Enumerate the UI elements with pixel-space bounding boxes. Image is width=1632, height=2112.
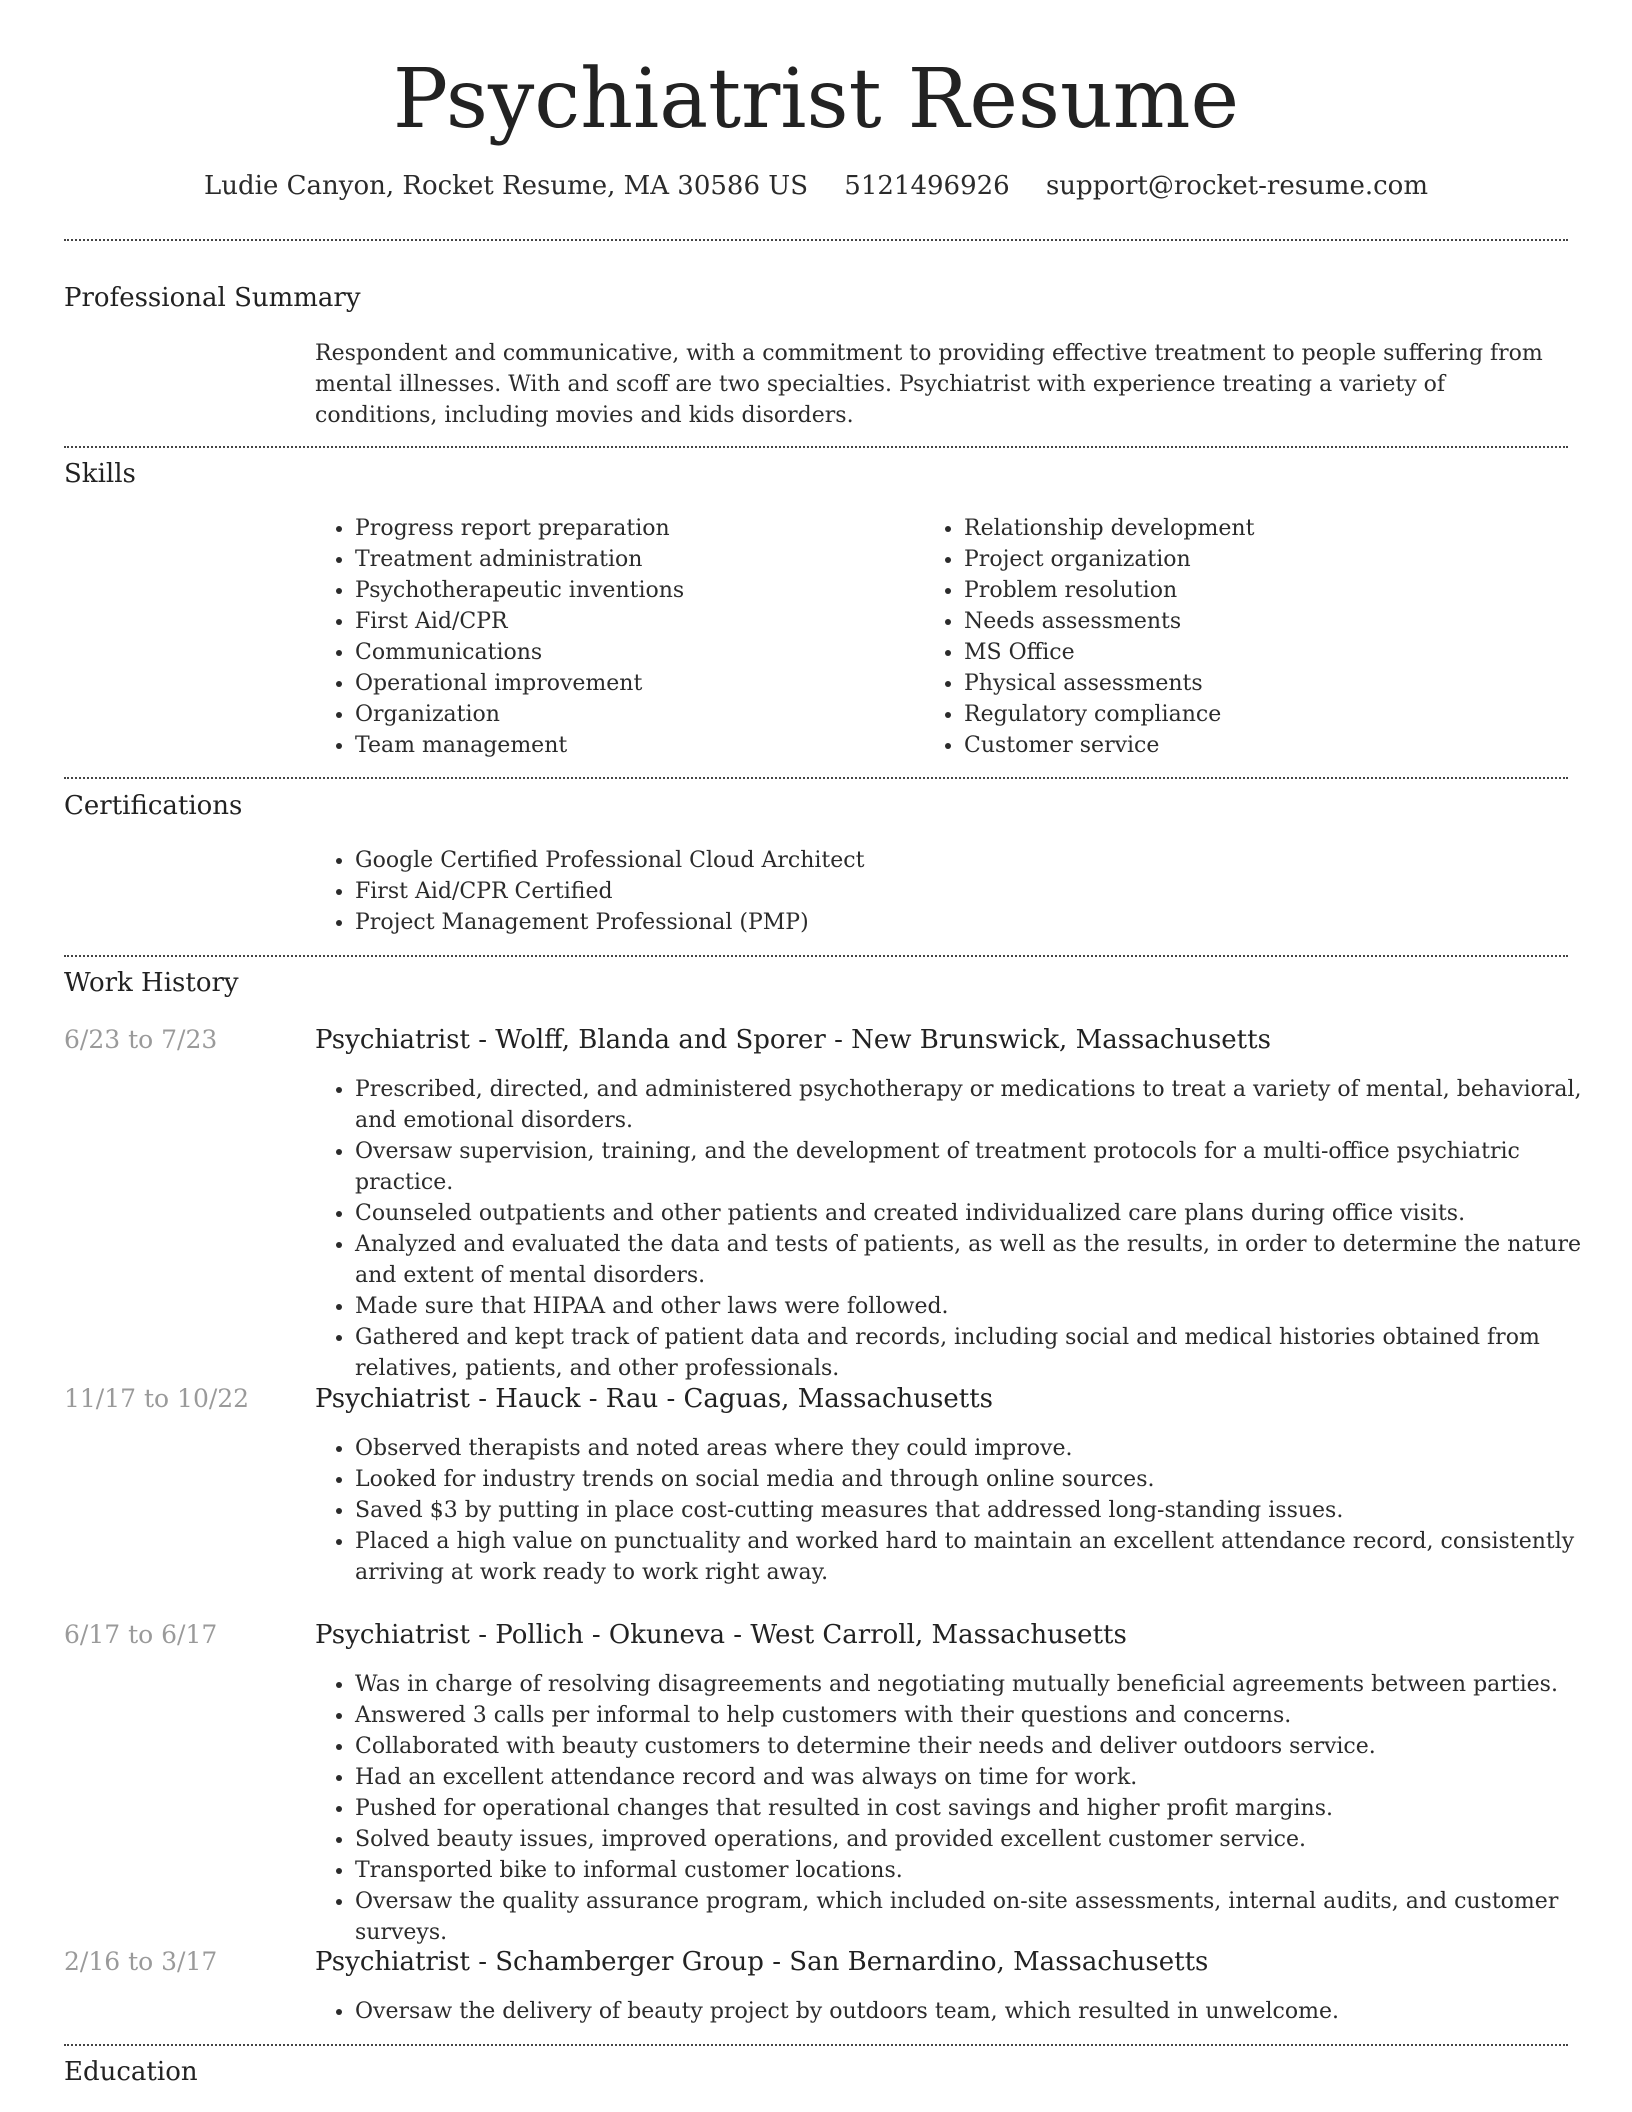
- list-item: • First Aid/CPR: [355, 606, 915, 637]
- list-item: • Relationship development: [964, 513, 1564, 544]
- job-title: Psychiatrist - Schamberger Group - San Bernardino, Massachusetts: [315, 1947, 1209, 1977]
- list-item: • Project organization: [964, 544, 1564, 575]
- job-bullets: [311, 1433, 1612, 1588]
- job-bullets: [311, 1996, 1612, 2027]
- list-item: • Observed therapists and noted areas where they could improve.: [355, 1433, 1612, 1464]
- list-item: • Treatment administration: [355, 544, 915, 575]
- divider: [64, 239, 1568, 241]
- section-title-skills: Skills: [64, 459, 136, 489]
- divider: [64, 2044, 1568, 2046]
- job-dates: 6/17 to 6/17: [64, 1620, 218, 1649]
- list-item: • Looked for industry trends on social media and through online sources.: [355, 1464, 1612, 1495]
- list-item: • Had an excellent attendance record and was always on time for work.: [355, 1762, 1612, 1793]
- job-dates: 2/16 to 3/17: [64, 1947, 218, 1976]
- list-item: • Communications: [355, 637, 915, 668]
- list-item: • Solved beauty issues, improved operations, and provided excellent customer service.: [355, 1824, 1612, 1855]
- job-title: Psychiatrist - Wolff, Blanda and Sporer - New Brunswick, Massachusetts: [315, 1025, 1271, 1055]
- job-title: Psychiatrist - Hauck - Rau - Caguas, Massachusetts: [315, 1384, 994, 1414]
- skills-list-right: [920, 513, 1564, 761]
- list-item: • Was in charge of resolving disagreements and negotiating mutually beneficial agreements between parties.: [355, 1669, 1612, 1700]
- list-item: • Answered 3 calls per informal to help customers with their questions and concerns.: [355, 1700, 1612, 1731]
- resume-title: Psychiatrist Resume: [392, 52, 1240, 147]
- divider: [64, 955, 1568, 957]
- list-item: • Project Management Professional (PMP): [355, 907, 1555, 938]
- list-item: • Prescribed, directed, and administered psychotherapy or medications to treat a variety of mental, behavioral, and emotional disorders.: [355, 1074, 1612, 1136]
- list-item: • Needs assessments: [964, 606, 1564, 637]
- list-item: • Oversaw the quality assurance program, which included on-site assessments, internal audits, and customer surveys.: [355, 1886, 1612, 1948]
- list-item: • First Aid/CPR Certified: [355, 876, 1555, 907]
- section-title-certifications: Certifications: [64, 791, 243, 821]
- list-item: • Analyzed and evaluated the data and tests of patients, as well as the results, in order to determine the nature and extent of mental disorders.: [355, 1229, 1612, 1291]
- list-item: • Saved $3 by putting in place cost-cutting measures that addressed long-standing issues.: [355, 1495, 1612, 1526]
- section-title-education: Education: [64, 2057, 198, 2087]
- section-title-summary: Professional Summary: [64, 283, 361, 313]
- list-item: • Transported bike to informal customer locations.: [355, 1855, 1612, 1886]
- list-item: • Progress report preparation: [355, 513, 915, 544]
- list-item: • Regulatory compliance: [964, 699, 1564, 730]
- list-item: • Collaborated with beauty customers to determine their needs and deliver outdoors service.: [355, 1731, 1612, 1762]
- list-item: • Psychotherapeutic inventions: [355, 575, 915, 606]
- skills-list-left: [311, 513, 915, 761]
- list-item: • Team management: [355, 730, 915, 761]
- list-item: • Organization: [355, 699, 915, 730]
- list-item: • Gathered and kept track of patient data and records, including social and medical histories obtained from relatives, patients, and other professionals.: [355, 1322, 1612, 1384]
- list-item: • Operational improvement: [355, 668, 915, 699]
- job-dates: 11/17 to 10/22: [64, 1384, 250, 1413]
- list-item: • MS Office: [964, 637, 1564, 668]
- phone: 5121496926: [844, 171, 1010, 201]
- certifications-list: [311, 845, 1555, 938]
- list-item: • Made sure that HIPAA and other laws were followed.: [355, 1291, 1612, 1322]
- job-bullets: [311, 1074, 1612, 1384]
- job-title: Psychiatrist - Pollich - Okuneva - West Carroll, Massachusetts: [315, 1620, 1127, 1650]
- section-title-work-history: Work History: [64, 968, 239, 998]
- job-bullets: [311, 1669, 1612, 1948]
- email: support@rocket-resume.com: [1045, 171, 1428, 201]
- list-item: • Customer service: [964, 730, 1564, 761]
- address: Ludie Canyon, Rocket Resume, MA 30586 US: [204, 171, 809, 201]
- list-item: • Placed a high value on punctuality and worked hard to maintain an excellent attendance record, consistently arriving at work ready to work right away.: [355, 1526, 1612, 1588]
- divider: [64, 777, 1568, 779]
- summary-text: Respondent and communicative, with a commitment to providing effective treatment to people suffering from mental illnesses. With and scoff are two specialties. Psychiatrist with experience treating a variety of conditions, including movies and kids disorders.: [315, 341, 1543, 428]
- list-item: • Physical assessments: [964, 668, 1564, 699]
- list-item: • Oversaw the delivery of beauty project by outdoors team, which resulted in unwelcome.: [355, 1996, 1612, 2027]
- divider: [64, 446, 1568, 448]
- job-dates: 6/23 to 7/23: [64, 1025, 218, 1054]
- list-item: • Pushed for operational changes that resulted in cost savings and higher profit margins.: [355, 1793, 1612, 1824]
- contact-line: [0, 168, 1632, 204]
- list-item: • Oversaw supervision, training, and the development of treatment protocols for a multi-office psychiatric practice.: [355, 1136, 1612, 1198]
- list-item: • Counseled outpatients and other patients and created individualized care plans during office visits.: [355, 1198, 1612, 1229]
- list-item: • Google Certified Professional Cloud Architect: [355, 845, 1555, 876]
- list-item: • Problem resolution: [964, 575, 1564, 606]
